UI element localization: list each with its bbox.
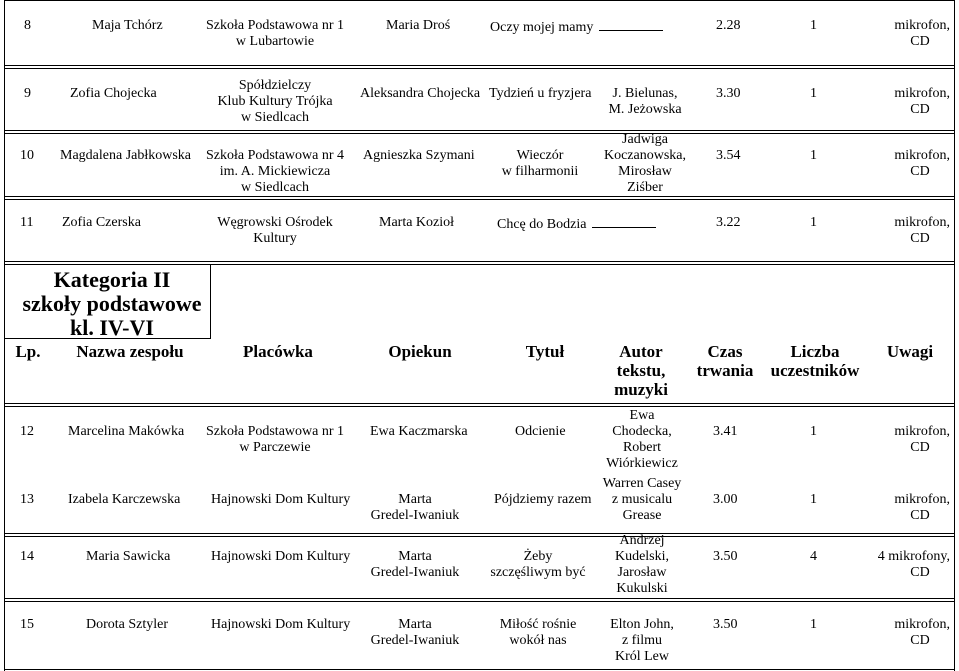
row-time: 2.28 xyxy=(716,18,741,33)
header-name: Nazwa zespołu xyxy=(76,342,184,361)
row-teacher: Maria Droś xyxy=(386,18,451,33)
row-lp: 10 xyxy=(20,148,34,163)
row-school: Hajnowski Dom Kultury xyxy=(211,617,351,632)
row-author: J. Bielunas, M. Jeżowska xyxy=(608,86,682,117)
row-lp: 12 xyxy=(20,424,34,439)
row-teacher: Aleksandra Chojecka xyxy=(360,86,481,101)
row-time: 3.50 xyxy=(713,549,738,564)
row-teacher: Marta Kozioł xyxy=(379,215,455,230)
row-divider xyxy=(4,264,955,265)
row-school: Węgrowski Ośrodek Kultury xyxy=(217,215,333,246)
row-name: Izabela Karczewska xyxy=(68,492,181,507)
header-author: Autor tekstu, muzyki xyxy=(614,342,668,399)
row-teacher: Agnieszka Szymani xyxy=(363,148,475,163)
row-divider xyxy=(4,533,955,534)
row-divider xyxy=(4,199,955,200)
row-teacher: Marta Gredel-Iwaniuk xyxy=(370,549,460,580)
row-notes: mikrofon, CD xyxy=(894,424,950,455)
row-lp: 9 xyxy=(24,86,31,101)
row-time: 3.54 xyxy=(716,148,741,163)
row-divider xyxy=(4,536,955,537)
row-lp: 8 xyxy=(24,18,31,33)
row-name: Magdalena Jabłkowska xyxy=(60,148,192,163)
row-divider xyxy=(4,130,955,131)
row-school: Szkoła Podstawowa nr 4 im. A. Mickiewicza w Siedlcach xyxy=(205,148,345,195)
row-lp: 13 xyxy=(20,492,34,507)
row-title: Tydzień u fryzjera xyxy=(489,86,592,101)
row-count: 4 xyxy=(810,549,817,564)
row-title: Wieczór w filharmonii xyxy=(501,148,579,179)
row-notes: mikrofon, CD xyxy=(894,86,950,117)
header-school: Placówka xyxy=(243,342,313,361)
row-time: 3.41 xyxy=(713,424,738,439)
row-notes: mikrofon, CD xyxy=(894,18,950,49)
row-divider xyxy=(4,406,955,407)
row-title: Żeby szczęśliwym być xyxy=(490,549,586,580)
row-name: Dorota Sztyler xyxy=(86,617,169,632)
row-teacher: Marta Gredel-Iwaniuk xyxy=(370,617,460,648)
row-divider xyxy=(4,669,955,670)
row-name: Zofia Chojecka xyxy=(70,86,157,101)
category-heading: Kategoria II szkoły podstawowe kl. IV-VI xyxy=(22,267,202,340)
row-count: 1 xyxy=(810,148,817,163)
row-teacher: Marta Gredel-Iwaniuk xyxy=(370,492,460,523)
row-school: Hajnowski Dom Kultury xyxy=(211,492,351,507)
row-school: Hajnowski Dom Kultury xyxy=(211,549,351,564)
row-name: Zofia Czerska xyxy=(62,215,141,230)
row-name: Marcelina Makówka xyxy=(68,424,185,439)
row-title: Pójdziemy razem xyxy=(494,492,592,507)
category-box-right xyxy=(210,264,211,339)
row-divider xyxy=(4,601,955,602)
row-notes: mikrofon, CD xyxy=(894,148,950,179)
row-count: 1 xyxy=(810,617,817,632)
row-title: Odcienie xyxy=(515,424,566,439)
header-count: Liczba uczestników xyxy=(770,342,860,380)
row-name: Maja Tchórz xyxy=(92,18,163,33)
row-notes: mikrofon, CD xyxy=(894,492,950,523)
row-count: 1 xyxy=(810,492,817,507)
row-lp: 14 xyxy=(20,549,34,564)
row-notes: mikrofon, CD xyxy=(894,617,950,648)
row-divider xyxy=(4,0,955,1)
row-author: Warren Casey z musicalu Grease xyxy=(602,476,682,523)
row-school: Spółdzielczy Klub Kultury Trójka w Siedlcach xyxy=(217,78,333,125)
row-time: 3.22 xyxy=(716,215,741,230)
row-author: Andrzej Kudelski, Jarosław Kukulski xyxy=(614,533,670,596)
table-border-left xyxy=(4,0,5,671)
row-notes: 4 mikrofony, CD xyxy=(877,549,950,580)
row-time: 3.00 xyxy=(713,492,738,507)
row-author: Jadwiga Koczanowska, Mirosław Ziśber xyxy=(603,132,687,195)
header-teacher: Opiekun xyxy=(388,342,452,361)
row-count: 1 xyxy=(810,18,817,33)
row-title: Miłość rośnie wokół nas xyxy=(499,617,577,648)
row-title: Oczy mojej mamy xyxy=(490,18,663,36)
row-divider xyxy=(4,261,955,262)
row-lp: 15 xyxy=(20,617,34,632)
row-teacher: Ewa Kaczmarska xyxy=(370,424,468,439)
row-count: 1 xyxy=(810,424,817,439)
row-divider xyxy=(4,196,955,197)
row-school: Szkoła Podstawowa nr 1 w Lubartowie xyxy=(205,18,345,49)
row-divider xyxy=(4,598,955,599)
row-school: Szkoła Podstawowa nr 1 w Parczewie xyxy=(205,424,345,455)
row-title: Chcę do Bodzia xyxy=(497,215,656,233)
row-time: 3.30 xyxy=(716,86,741,101)
table-border-right xyxy=(954,0,955,671)
row-divider xyxy=(4,65,955,66)
row-time: 3.50 xyxy=(713,617,738,632)
row-author: Elton John, z filmu Król Lew xyxy=(610,617,674,664)
header-lp: Lp. xyxy=(15,342,41,361)
blank-line xyxy=(592,215,656,228)
row-count: 1 xyxy=(810,215,817,230)
blank-line xyxy=(599,18,663,31)
row-notes: mikrofon, CD xyxy=(894,215,950,246)
header-time: Czas trwania xyxy=(696,342,754,380)
row-divider xyxy=(4,133,955,134)
row-divider xyxy=(4,68,955,69)
row-name: Maria Sawicka xyxy=(86,549,171,564)
header-notes: Uwagi xyxy=(886,342,934,361)
row-count: 1 xyxy=(810,86,817,101)
header-title: Tytuł xyxy=(525,342,565,361)
row-divider xyxy=(4,403,955,404)
row-author: Ewa Chodecka, Robert Wiórkiewicz xyxy=(606,408,678,471)
row-lp: 11 xyxy=(20,215,34,230)
